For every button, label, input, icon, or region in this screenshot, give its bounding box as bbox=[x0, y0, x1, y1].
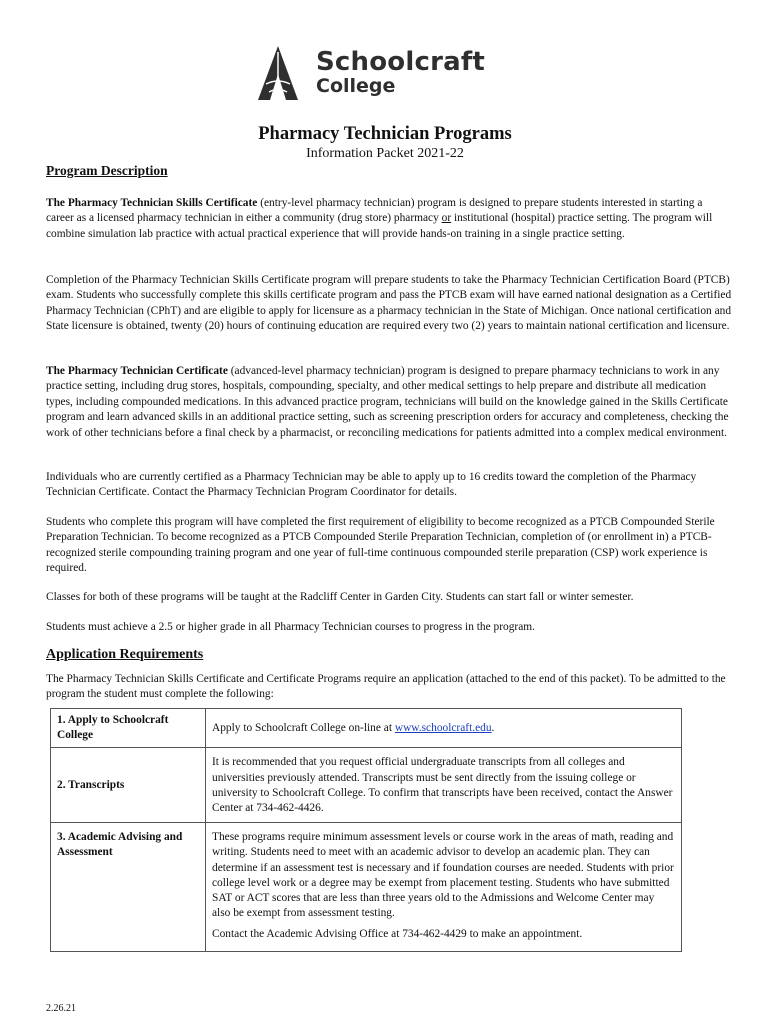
logo-name: Schoolcraft bbox=[316, 47, 486, 77]
paragraph-grade-requirement: Students must achieve a 2.5 or higher grade in all Pharmacy Technician courses to progress in the program. bbox=[46, 621, 535, 633]
application-requirements-heading: Application Requirements bbox=[46, 647, 204, 662]
paragraph-credits: Individuals who are currently certified as a Pharmacy Technician may be able to apply up to 16 credits toward the completion of the Pharmacy Technician Certificate. Contact the Pharmacy Technician Program Coordinator for details. bbox=[46, 471, 697, 499]
requirement-text-part: . bbox=[491, 721, 495, 734]
footer-date: 2.26.21 bbox=[46, 1003, 76, 1014]
paragraph-ptcb-exam: Completion of the Pharmacy Technician Skills Certificate program will prepare students to take the Pharmacy Technician Certification Board (PTCB) exam. Students who successfully complete this skills certificate program and pass the PTCB exam will have earned national designation as a Certified Pharmacy Technician (CPhT) and are eligible to apply for licensure as a pharmacy technician in the State of Michigan. Once national certification and State licensure is obtained, twenty (20) hours of continuing education are required every two (2) years to maintain national certification and licensure. bbox=[46, 274, 732, 333]
paragraph-csp: Students who complete this program will have completed the first requirement of eligibility to become recognized as a PTCB Compounded Sterile Preparation Technician. To become recognized as a PTCB Compounded Sterile Preparation Technician, completion of (or enrollment in) a PTCB-recognized sterile compounding training program and one year of full-time continuous compounded sterile preparation (CSP) work experience is required. bbox=[46, 516, 715, 575]
schoolcraft-website-link[interactable]: www.schoolcraft.edu bbox=[394, 721, 492, 734]
advising-contact: Contact the Academic Advising Office at 734-462-4429 to make an appointment. bbox=[212, 928, 583, 941]
requirement-text-part: Apply to Schoolcraft College on-line at bbox=[212, 721, 395, 734]
logo-subtitle: College bbox=[316, 75, 396, 97]
paragraph-location: Classes for both of these programs will be taught at the Radcliff Center in Garden City. Students can start fall or winter semester. bbox=[46, 591, 634, 603]
requirement-text bbox=[206, 823, 682, 951]
schoolcraft-logo bbox=[248, 44, 488, 104]
table-row bbox=[51, 823, 682, 951]
page-subtitle: Information Packet 2021-22 bbox=[306, 146, 464, 161]
paragraph-skills-certificate bbox=[46, 196, 732, 242]
skills-certificate-name: The Pharmacy Technician Skills Certificate bbox=[46, 197, 258, 209]
emphasis-or: or bbox=[441, 212, 452, 225]
advising-text: These programs require minimum assessment levels or course work in the areas of math, reading and writing. Students need to meet with an academic advisor to develop an academic plan. They can determine if an assessment test is necessary and if foundation courses are needed. Students with prior college level work or a degree may be exempt from placement testing. Students who have submitted SAT or ACT scores that are less than three years old to the Admissions and Welcome Center may also be exempt from assessment testing. bbox=[212, 831, 674, 920]
requirement-label: 2. Transcripts bbox=[51, 748, 206, 823]
technician-certificate-name: The Pharmacy Technician Certificate bbox=[46, 365, 228, 377]
program-description-heading: Program Description bbox=[46, 163, 168, 178]
paragraph-technician-certificate bbox=[46, 364, 732, 441]
requirement-text: It is recommended that you request official undergraduate transcripts from all colleges and universities previously attended. Transcripts must be sent directly from the issuing college or university to Schoolcraft College. To confirm that transcripts have been received, contact the Answer Center at 734-462-4426. bbox=[206, 748, 682, 823]
paragraph-text: (entry-level pharmacy technician) program is designed to prepare students interested in starting a career as a licensed pharmacy technician in either a community (drug store) pharmacy bbox=[46, 197, 703, 225]
logo-emblem-icon bbox=[248, 44, 308, 104]
requirements-table bbox=[50, 708, 682, 952]
paragraph-text: (advanced-level pharmacy technician) program is designed to prepare pharmacy technicians to work in any practice setting, including drug stores, hospitals, compounding, specialty, and other medical settings to help prepare and distribute all medication types, including compounded medications. In this advanced practice program, technicians will build on the knowledge gained in the Skills Certificate program and learn advanced skills in an additional practice setting, such as screening prescription orders for accuracy and completeness, checking the work of other technicians before a final check by a pharmacist, or reconciling medications for patients admitted into a complex medical environment. bbox=[46, 365, 729, 439]
page-title: Pharmacy Technician Programs bbox=[258, 124, 512, 144]
table-row bbox=[51, 748, 682, 823]
requirement-label: 1. Apply to Schoolcraft College bbox=[51, 709, 206, 748]
paragraph-text: institutional (hospital) practice setting. The program will combine simulation lab practice with actual practical experience that will provide hands-on training in a single practice setting. bbox=[46, 212, 713, 240]
requirement-text bbox=[206, 709, 682, 748]
application-intro: The Pharmacy Technician Skills Certificate and Certificate Programs require an application (attached to the end of this packet). To be admitted to the program the student must complete the following: bbox=[46, 673, 726, 701]
requirement-label: 3. Academic Advising and Assessment bbox=[51, 823, 206, 951]
table-row bbox=[51, 709, 682, 748]
